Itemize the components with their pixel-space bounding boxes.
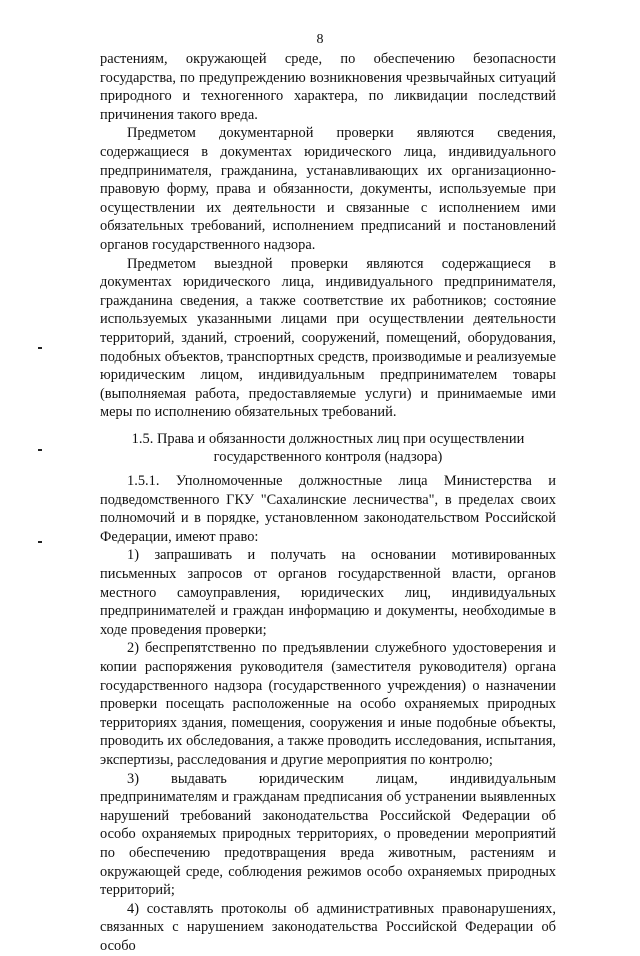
section-heading: 1.5. Права и обязанности должностных лиц при осуществлении государственного контроля (надзора) xyxy=(131,430,525,466)
paragraph-field-inspection: Предметом выездной проверки являются содержащиеся в документах юридического лица, индивидуального предпринимателя, гражданина сведения, а также соответствие их работников; состояние используемых указанными лицами при осуществлении деятельности территорий, зданий, строений, сооружений, помещений, оборудования, подобных объектов, транспортных средств, производимые и реализуемые юридическим лицом, индивидуальным предпринимателем товары (выполняемая работа, предоставляемые услуги) и принимаемые ими меры по исполнению обязательных требований. xyxy=(100,255,556,421)
paragraph-officials-rights: 1.5.1. Уполномоченные должностные лица Министерства и подведомственного ГКУ "Сахалинские лесничества", в пределах своих полномочий и в порядке, установленном законодательством Российской Федерации, имеют право: xyxy=(100,473,556,545)
paragraph-documentary-inspection: Предметом документарной проверки являются сведения, содержащиеся в документах юридического лица, индивидуального предпринимателя, гражданина, устанавливающих их организационно-правовую форму, права и обязанности, документы, используемые при осуществлении их деятельности и связанные с исполнением ими обязательных требований, исполнением предписаний и постановлений органов государственного надзора. xyxy=(100,125,556,253)
page-number: 8 xyxy=(316,32,324,47)
list-item-4: 4) составлять протоколы об административных правонарушениях, связанных с нарушением законодательства Российской Федерации об особо xyxy=(100,900,556,954)
margin-mark xyxy=(38,347,42,349)
list-item-1: 1) запрашивать и получать на основании мотивированных письменных запросов от органов государственной власти, органов местного самоуправления, юридических лиц, индивидуальных предпринимателей и граждан информацию и документы, необходимые в ходе проведения проверки; xyxy=(100,547,556,638)
list-item-2: 2) беспрепятственно по предъявлении служебного удостоверения и копии распоряжения руководителя (заместителя руководителя) органа государственного надзора (государственного учреждения) о назначении проверки посещать расположенные на особо охраняемых природных территориях здания, помещения, сооружения и иные подобные объекты, проводить их обследования, а также проводить исследования, испытания, экспертизы, расследования и другие мероприятия по контролю; xyxy=(100,640,556,768)
margin-mark xyxy=(38,449,42,451)
margin-mark xyxy=(38,541,42,543)
document-body xyxy=(100,50,556,956)
paragraph-continuation: растениям, окружающей среде, по обеспечению безопасности государства, по предупреждению возникновения чрезвычайных ситуаций природного и техногенного характера, по ликвидации последствий причинения такого вреда. xyxy=(100,51,556,123)
list-item-3: 3) выдавать юридическим лицам, индивидуальным предпринимателям и гражданам предписания об устранении выявленных нарушений требований законодательства Российской Федерации об особо охраняемых природных территориях, о проведении мероприятий по обеспечению предотвращения вреда животным, растениям и окружающей среде, соблюдения режимов особо охраняемых природных территорий; xyxy=(100,770,556,899)
